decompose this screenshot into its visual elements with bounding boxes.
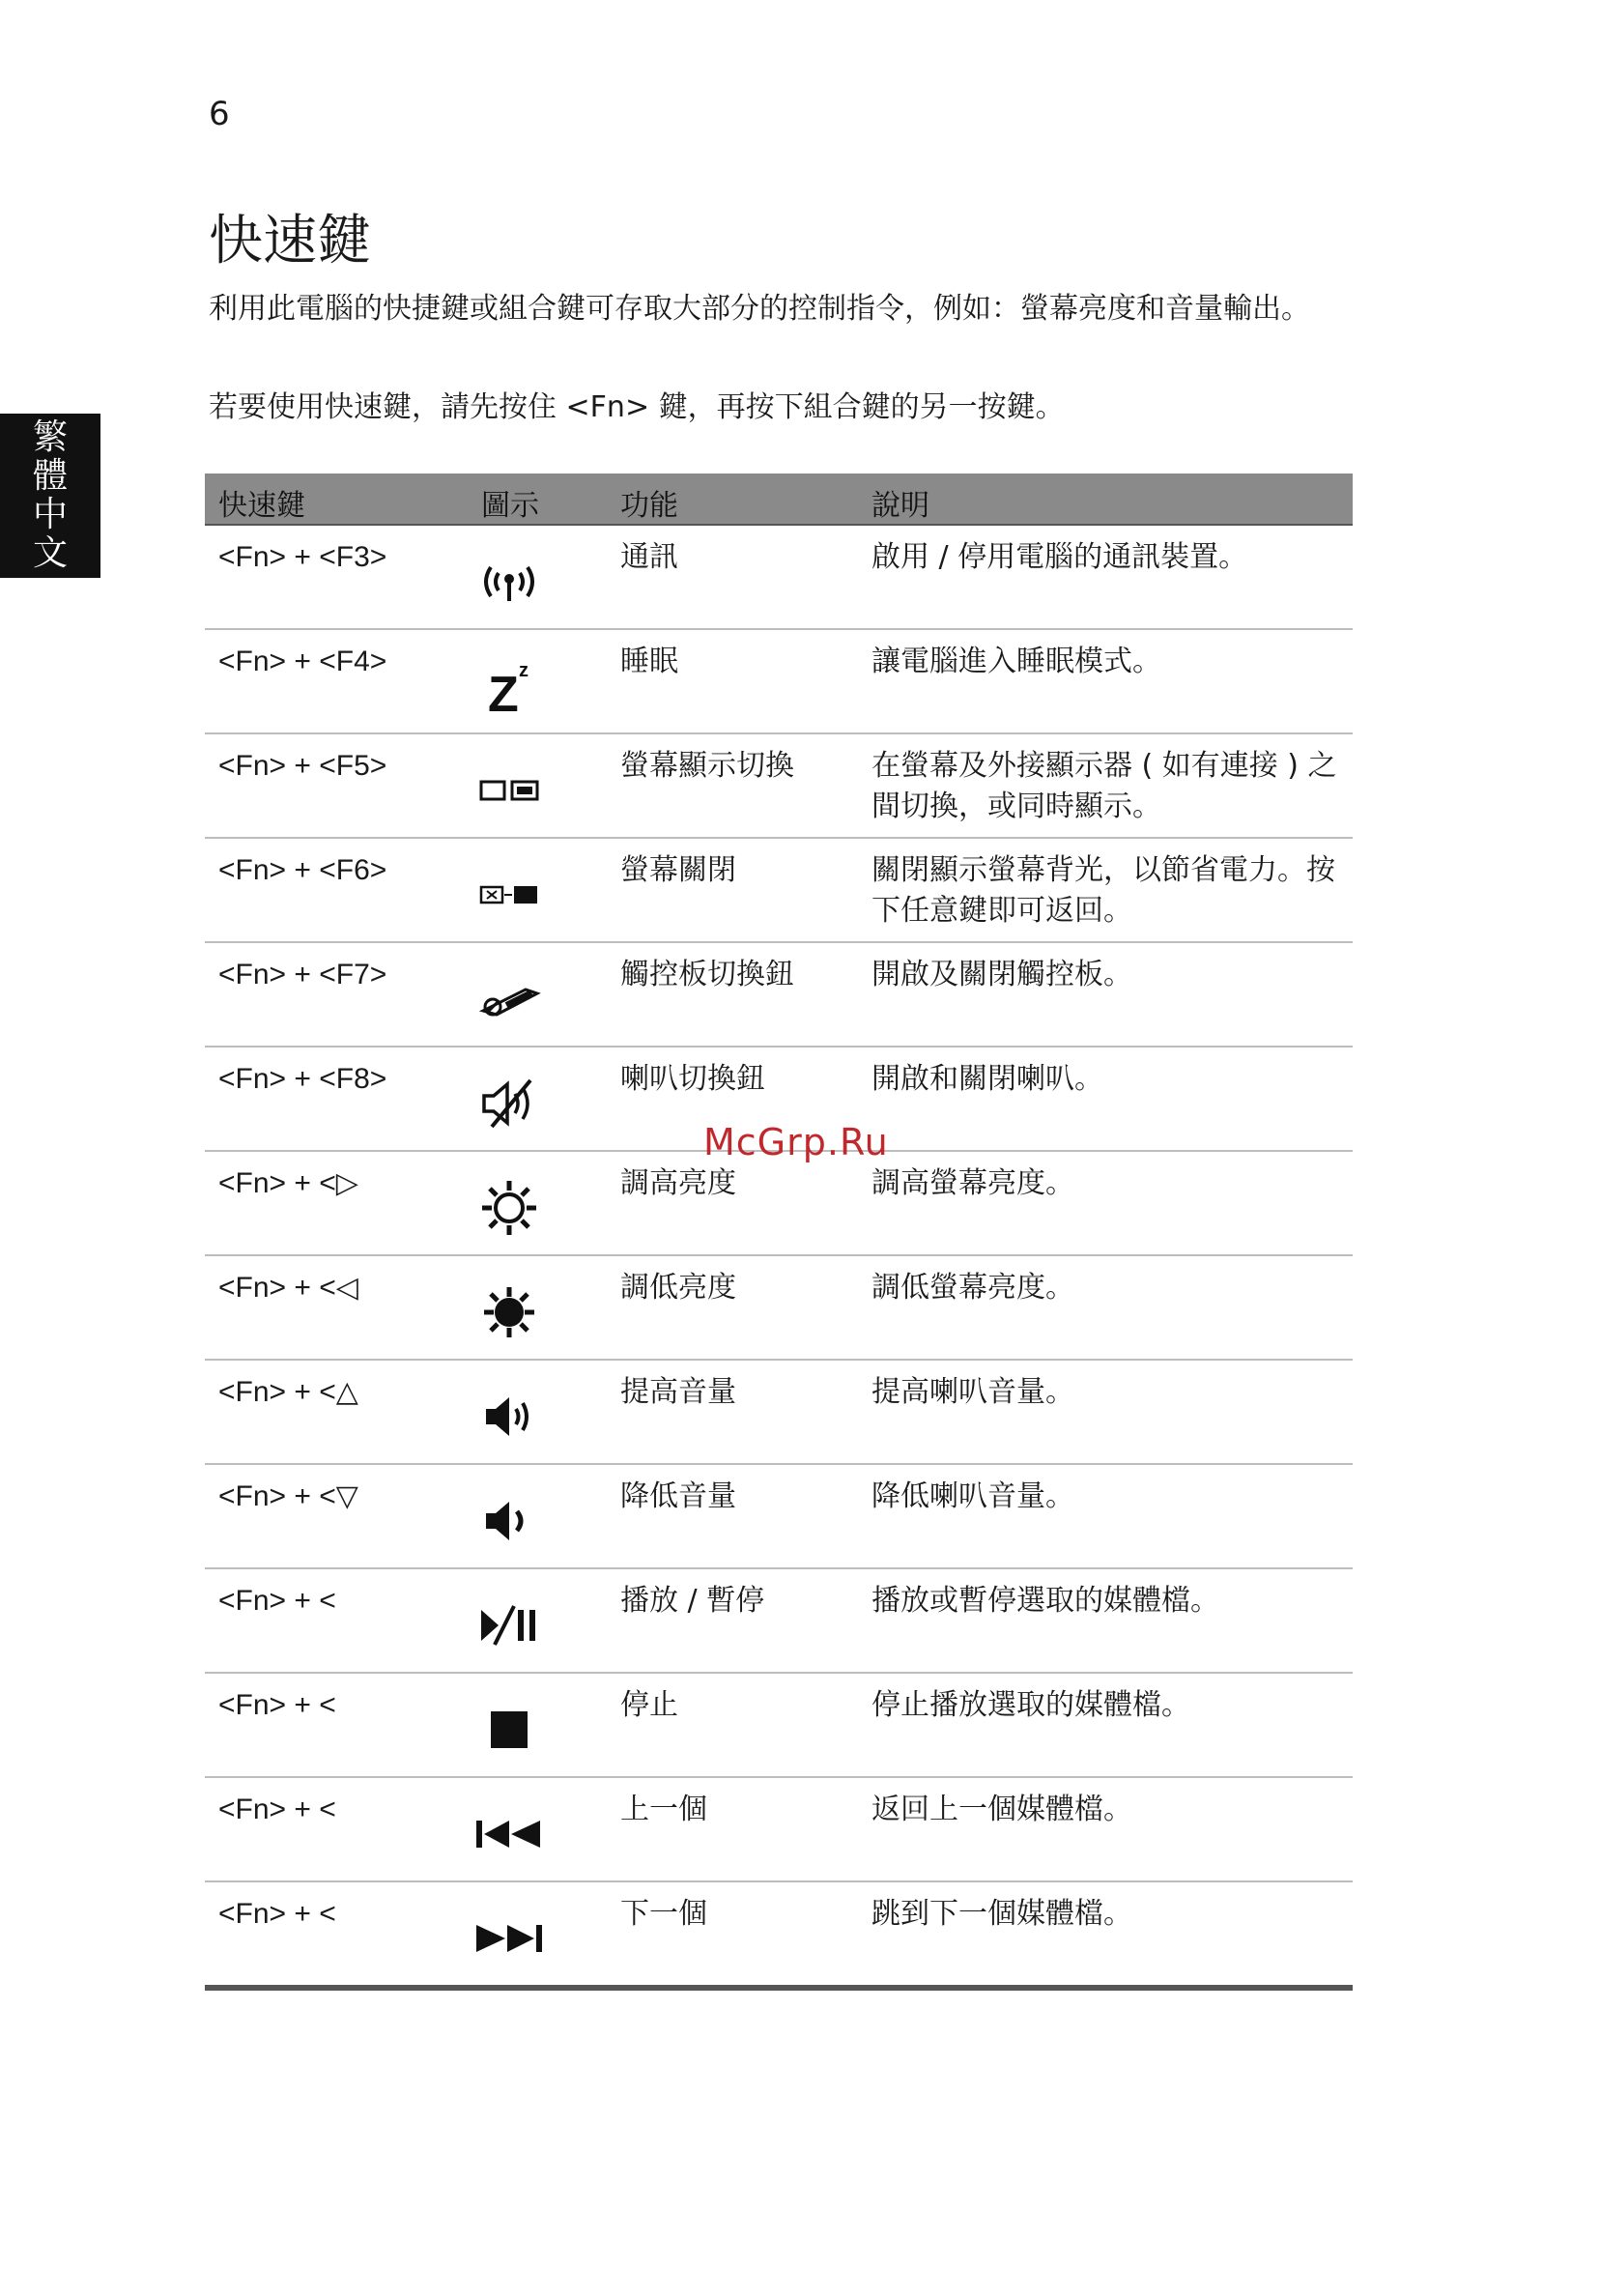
description-text: 在螢幕及外接顯示器 ( 如有連接 ) 之間切換，或同時顯示。: [871, 749, 1337, 823]
hotkey-label: <Fn> + <F7>: [218, 959, 387, 990]
table-row: [205, 1672, 1353, 1776]
description-text: 調高螢幕亮度。: [871, 1166, 1074, 1200]
page-number: 6: [209, 95, 230, 133]
description-text: 讓電腦進入睡眠模式。: [871, 645, 1161, 678]
description-text: 提高喇叭音量。: [871, 1375, 1074, 1409]
function-label: 通訊: [620, 540, 678, 574]
function-label: 螢幕顯示切換: [620, 749, 794, 783]
header-icon: 圖示: [481, 489, 539, 523]
table-row: [205, 732, 1353, 837]
hotkey-label: <Fn> + <: [218, 1585, 336, 1617]
table-row: [205, 1776, 1353, 1880]
svg-text:Z: Z: [488, 667, 519, 717]
volume-down-icon: [466, 1492, 553, 1550]
function-label: 降低音量: [620, 1479, 736, 1513]
table-row: [205, 526, 1353, 628]
table-row: [205, 941, 1353, 1046]
table-row: [205, 837, 1353, 941]
description-text: 播放或暫停選取的媒體檔。: [871, 1584, 1219, 1618]
table-header: [205, 474, 1353, 526]
side-tab-char: 文: [32, 533, 68, 573]
description-text: 開啟及關閉觸控板。: [871, 958, 1132, 991]
table-row: [205, 1463, 1353, 1567]
touchpad-toggle-icon: [466, 970, 553, 1028]
language-side-tab: [0, 414, 100, 578]
side-tab-char: 體: [32, 456, 68, 496]
side-tab-char: 中: [32, 495, 68, 534]
function-label: 睡眠: [620, 645, 678, 678]
previous-icon: [466, 1805, 553, 1863]
hotkey-label: <Fn> + <F4>: [218, 646, 387, 677]
function-label: 觸控板切換鈕: [620, 958, 794, 991]
hotkey-label: <Fn> + <: [218, 1689, 336, 1721]
wireless-icon: [466, 553, 553, 611]
table-bottom-rule: [205, 1985, 1353, 1991]
brightness-down-icon: [466, 1283, 553, 1341]
description-text: 調低螢幕亮度。: [871, 1271, 1074, 1305]
header-function: 功能: [620, 489, 678, 523]
function-label: 停止: [620, 1688, 678, 1722]
header-hotkey: 快速鍵: [218, 489, 305, 523]
table-row: [205, 1254, 1353, 1359]
hotkey-label: <Fn> + <▽: [218, 1480, 358, 1512]
function-label: 提高音量: [620, 1375, 736, 1409]
function-label: 上一個: [620, 1793, 707, 1826]
watermark: McGrp.Ru: [703, 1121, 889, 1163]
function-label: 下一個: [620, 1897, 707, 1931]
sleep-icon: [466, 657, 553, 715]
description-text: 啟用 / 停用電腦的通訊裝置。: [871, 540, 1248, 574]
hotkey-label: <Fn> + <▷: [218, 1167, 358, 1199]
play-pause-icon: [466, 1596, 553, 1654]
table-row: [205, 1150, 1353, 1254]
speaker-mute-icon: [466, 1075, 553, 1133]
function-label: 播放 / 暫停: [620, 1584, 765, 1618]
table-row: [205, 1567, 1353, 1672]
hotkey-label: <Fn> + <F5>: [218, 750, 387, 782]
function-label: 調低亮度: [620, 1271, 736, 1305]
volume-up-icon: [466, 1388, 553, 1446]
description-text: 跳到下一個媒體檔。: [871, 1897, 1132, 1931]
brightness-up-icon: [466, 1179, 553, 1237]
hotkey-label: <Fn> + <F6>: [218, 854, 387, 886]
next-icon: [466, 1909, 553, 1967]
hotkey-label: <Fn> + <: [218, 1794, 336, 1825]
function-label: 螢幕關閉: [620, 853, 736, 887]
hotkey-label: <Fn> + <◁: [218, 1272, 358, 1304]
hotkey-label: <Fn> + <: [218, 1898, 336, 1930]
table-row: [205, 1880, 1353, 1985]
side-tab-char: 繁: [32, 417, 68, 457]
table-row: [205, 628, 1353, 732]
intro-paragraph: 利用此電腦的快捷鍵或組合鍵可存取大部分的控制指令，例如：螢幕亮度和音量輸出。: [209, 292, 1310, 326]
description-text: 開啟和關閉喇叭。: [871, 1062, 1103, 1096]
stop-icon: [466, 1701, 553, 1759]
hotkey-label: <Fn> + <△: [218, 1376, 358, 1408]
screen-off-icon: [466, 866, 553, 924]
hotkey-table: [205, 474, 1353, 1991]
description-text: 停止播放選取的媒體檔。: [871, 1688, 1190, 1722]
svg-text:z: z: [519, 660, 529, 681]
function-label: 喇叭切換鈕: [620, 1062, 765, 1096]
hotkey-label: <Fn> + <F3>: [218, 541, 387, 573]
description-text: 降低喇叭音量。: [871, 1479, 1074, 1513]
function-label: 調高亮度: [620, 1166, 736, 1200]
description-text: 返回上一個媒體檔。: [871, 1793, 1132, 1826]
description-text: 關閉顯示螢幕背光，以節省電力。按下任意鍵即可返回。: [871, 853, 1335, 928]
page-title: 快速鍵: [209, 210, 371, 273]
display-toggle-icon: [466, 761, 553, 819]
hotkey-label: <Fn> + <F8>: [218, 1063, 387, 1095]
header-description: 說明: [871, 489, 929, 523]
fn-usage-paragraph: 若要使用快速鍵，請先按住 <Fn> 鍵，再按下組合鍵的另一按鍵。: [209, 390, 1065, 424]
table-row: [205, 1359, 1353, 1463]
